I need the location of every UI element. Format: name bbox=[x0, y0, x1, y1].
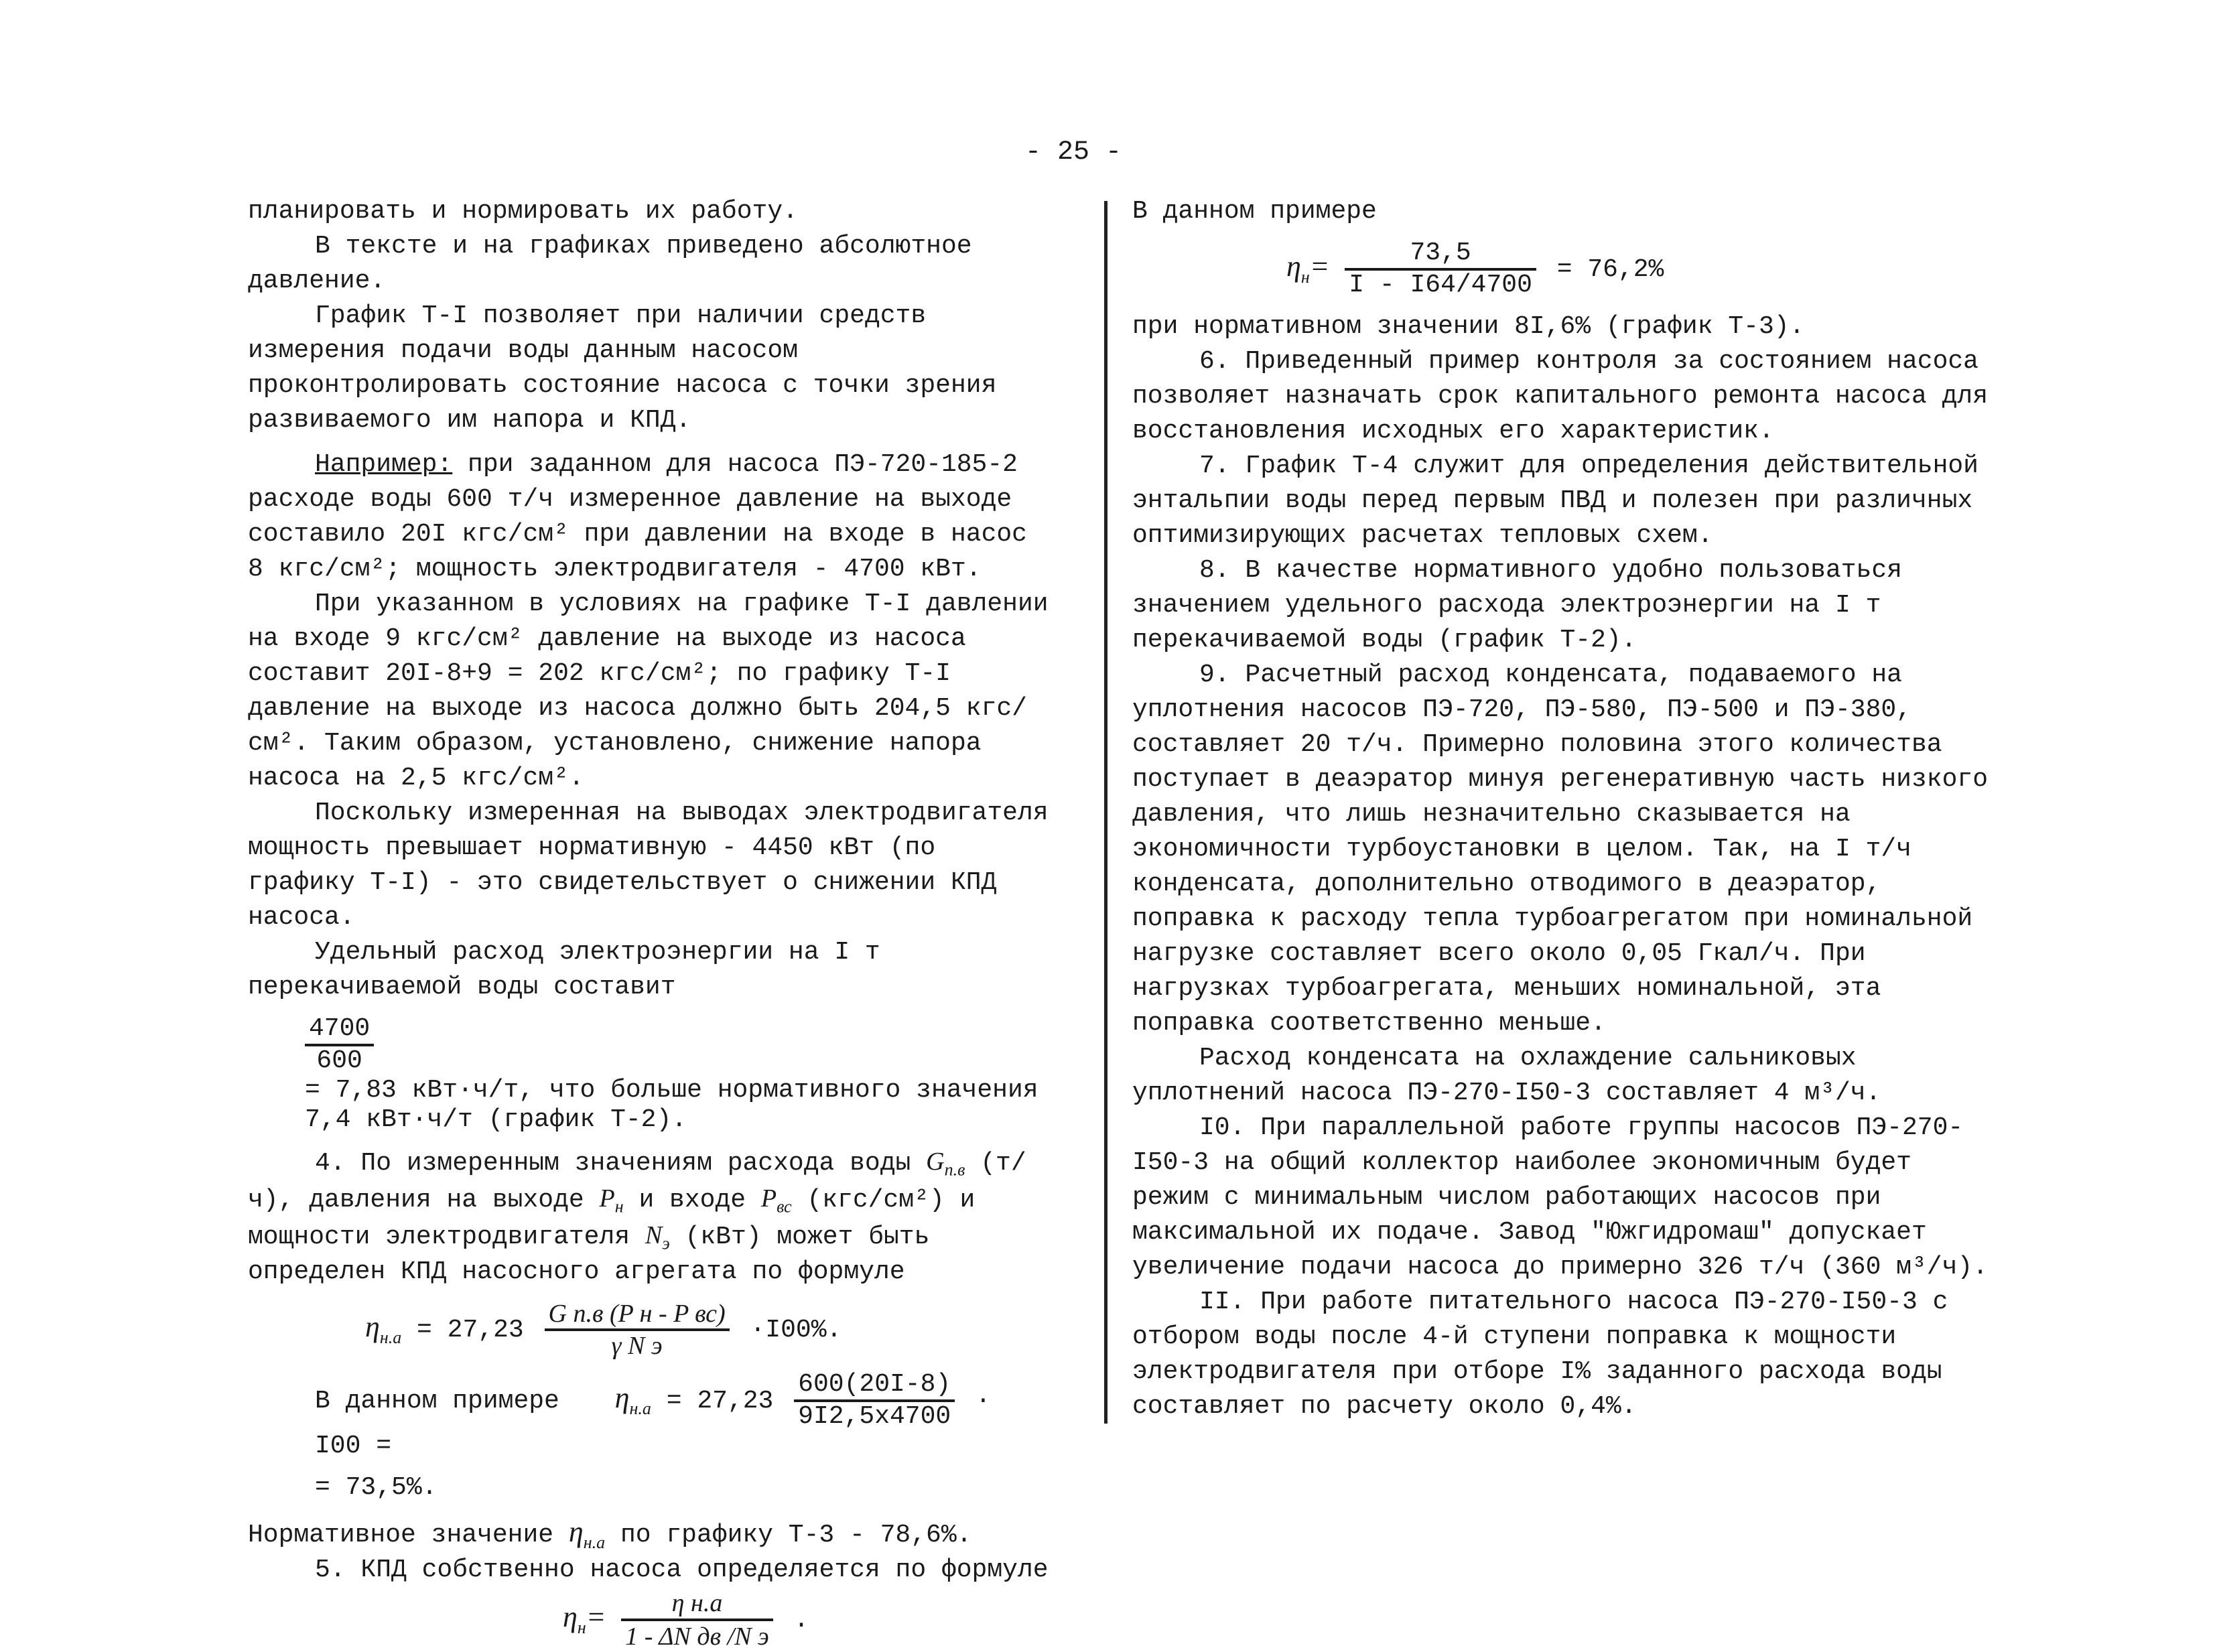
formula-denominator: γ N э bbox=[611, 1332, 663, 1360]
left-paragraph-3: График Т-I позволяет при наличии средств измерения подачи воды данным насосом проконтролировать состояние насоса с точки зрения развиваемого им напора и КПД. bbox=[248, 301, 997, 435]
symbol-p-out: $P_н$ bbox=[599, 1184, 624, 1217]
right-paragraph-10: I0. При параллельной работе группы насосов ПЭ-270-I50-3 на общий коллектор наиболее экономичным будет режим с минимальным числом работающих насосов при максимальной их подаче. Завод "Южгидромаш" допускает увеличение подачи насоса до примерно 326 т/ч (360 м³/ч). bbox=[1132, 1113, 1989, 1282]
left-paragraph-example bbox=[248, 448, 1052, 587]
left-paragraph-6: Поскольку измеренная на выводах электродвигателя мощность превышает нормативную - 4450 кВт (по графику Т-I) - это свидетельствует о снижении КПД насоса. bbox=[248, 799, 1049, 932]
right-column bbox=[1132, 194, 1997, 1424]
right-paragraph-2: при нормативном значении 8I,6% (график Т-3). bbox=[1132, 312, 1805, 341]
column-divider bbox=[1104, 201, 1108, 1424]
formula-pump-efficiency-example: $\eta_н=$ $\frac{73,5}{I - I64/4700}$ = 76,2% bbox=[1286, 238, 1664, 299]
formula-denominator: 9I2,5х4700 bbox=[798, 1402, 951, 1431]
formula-specific-energy bbox=[305, 1014, 1052, 1135]
right-paragraph-8: 8. В качестве нормативного удобно пользоваться значением удельного расхода электроэнергии на I т перекачиваемой воды (график Т-2). bbox=[1132, 556, 1902, 655]
example-text: при заданном для насоса ПЭ-720-185-2 расходе воды 600 т/ч измеренное давление на выходе составило 20I кгс/см² при давлении на входе в насос 8 кгс/см²; мощность электродвигателя - 4700 кВт. bbox=[248, 450, 1027, 583]
left-paragraph-1: планировать и нормировать их работу. bbox=[248, 197, 798, 226]
formula-unit-efficiency: $\eta_{н.а} = 27,23$ $\frac{\text{G п.в (P н - P вс)}}{\text{γ N э}}$ ·I00%. bbox=[365, 1300, 842, 1360]
symbol-g: $G_{п.в}$ bbox=[926, 1148, 965, 1180]
formula-denominator: 1 - ΔN дв /N э bbox=[625, 1623, 769, 1651]
page-number: - 25 - bbox=[1025, 137, 1122, 167]
right-paragraph-9: 9. Расчетный расход конденсата, подаваемого на уплотнения насосов ПЭ-720, ПЭ-580, ПЭ-500 и ПЭ-380, составляет 20 т/ч. Примерно половина этого количества поступает в деаэратор минуя регенеративную часть низкого давления, что лишь незначительно сказывается на экономичности турбоустановки в целом. Так, на I т/ч конденсата, дополнительно отводимого в деаэратор, поправка к расходу тепла турбоагрегатом при номинальной нагрузке составляет всего около 0,05 Гкал/ч. При нагрузках турбоагрегата, меньших номинальной, эта поправка соответственно меньше. bbox=[1132, 661, 1989, 1038]
formula-denominator: I - I64/4700 bbox=[1349, 271, 1532, 299]
formula-pump-efficiency: $\eta_н=$ $\frac{\text{η н.а}}{\text{1 - ΔN дв /N э}}$ . bbox=[563, 1589, 809, 1651]
left-paragraph-11: 5. КПД собственно насоса определяется по формуле bbox=[315, 1556, 1049, 1584]
right-paragraph-7: 7. График Т-4 служит для определения действительной энтальпии воды перед первым ПВД и полезен при различных оптимизирующих расчетах тепловых схем. bbox=[1132, 452, 1978, 550]
symbol-n: $N_э$ bbox=[645, 1221, 670, 1253]
formula-numerator: 600(20I-8) bbox=[794, 1370, 955, 1402]
left-paragraph-8: 4. По измеренным значениям расхода воды $G_{п.в}$ (т/ч), давления на выходе $P_н$ и входе $P_{вс}$ (кгс/см²) и мощности электродвигателя $N_э$ (кВт) может быть определен КПД насосного агрегата по формуле bbox=[248, 1148, 1026, 1286]
right-paragraph-6: 6. Приведенный пример контроля за состоянием насоса позволяет назначать срок капитального ремонта насоса для восстановления исходных его характеристик. bbox=[1132, 347, 1989, 445]
formula-result-line-2: 7,4 кВт·ч/т (график Т-2). bbox=[305, 1105, 687, 1134]
formula-denominator: 600 bbox=[316, 1046, 362, 1075]
symbol-p-in: $P_{вс}$ bbox=[760, 1184, 792, 1217]
formula-numerator: G п.в (P н - P вс) bbox=[545, 1299, 730, 1331]
formula-example-efficiency: В данном примере $\eta_{н.а} = 27,23$ $\frac{600(20I-8)}{9I2,5х4700}$ · I00 = bbox=[315, 1370, 991, 1460]
right-paragraph-11: II. При работе питательного насоса ПЭ-270-I50-3 с отбором воды после 4-й ступени поправка к мощности электродвигателя при отборе I% заданного расхода воды составляет по расчету около 0,4%. bbox=[1132, 1288, 1948, 1421]
formula-numerator: η н.а bbox=[621, 1588, 773, 1621]
right-paragraph-1: В данном примере bbox=[1132, 197, 1377, 226]
example-label: Например: bbox=[315, 450, 453, 479]
formula-numerator: 4700 bbox=[305, 1014, 374, 1046]
formula-result-line-1: = 7,83 кВт·ч/т, что больше нормативного значения bbox=[305, 1076, 1038, 1105]
formula-numerator: 73,5 bbox=[1345, 238, 1536, 271]
left-paragraph-5: При указанном в условиях на графике Т-I давлении на входе 9 кгс/см² давление на выходе из насоса составит 20I-8+9 = 202 кгс/см²; по графику Т-I давление на выходе из насоса должно быть 204,5 кгс/см². Таким образом, установлено, снижение напора насоса на 2,5 кгс/см². bbox=[248, 590, 1049, 793]
left-paragraph-7: Удельный расход электроэнергии на I т перекачиваемой воды составит bbox=[248, 938, 880, 1002]
left-paragraph-2: В тексте и на графиках приведено абсолютное давление. bbox=[248, 232, 972, 295]
example-label: В данном примере bbox=[315, 1387, 559, 1416]
left-paragraph-normative: Нормативное значение $\eta_{н.а}$ по графику Т-3 - 78,6%. bbox=[248, 1515, 972, 1552]
right-paragraph-condensate: Расход конденсата на охлаждение сальниковых уплотнений насоса ПЭ-270-I50-3 составляет 4 м³/ч. bbox=[1132, 1044, 1881, 1107]
left-column bbox=[248, 194, 1052, 1652]
formula-example-result: = 73,5%. bbox=[315, 1473, 438, 1502]
